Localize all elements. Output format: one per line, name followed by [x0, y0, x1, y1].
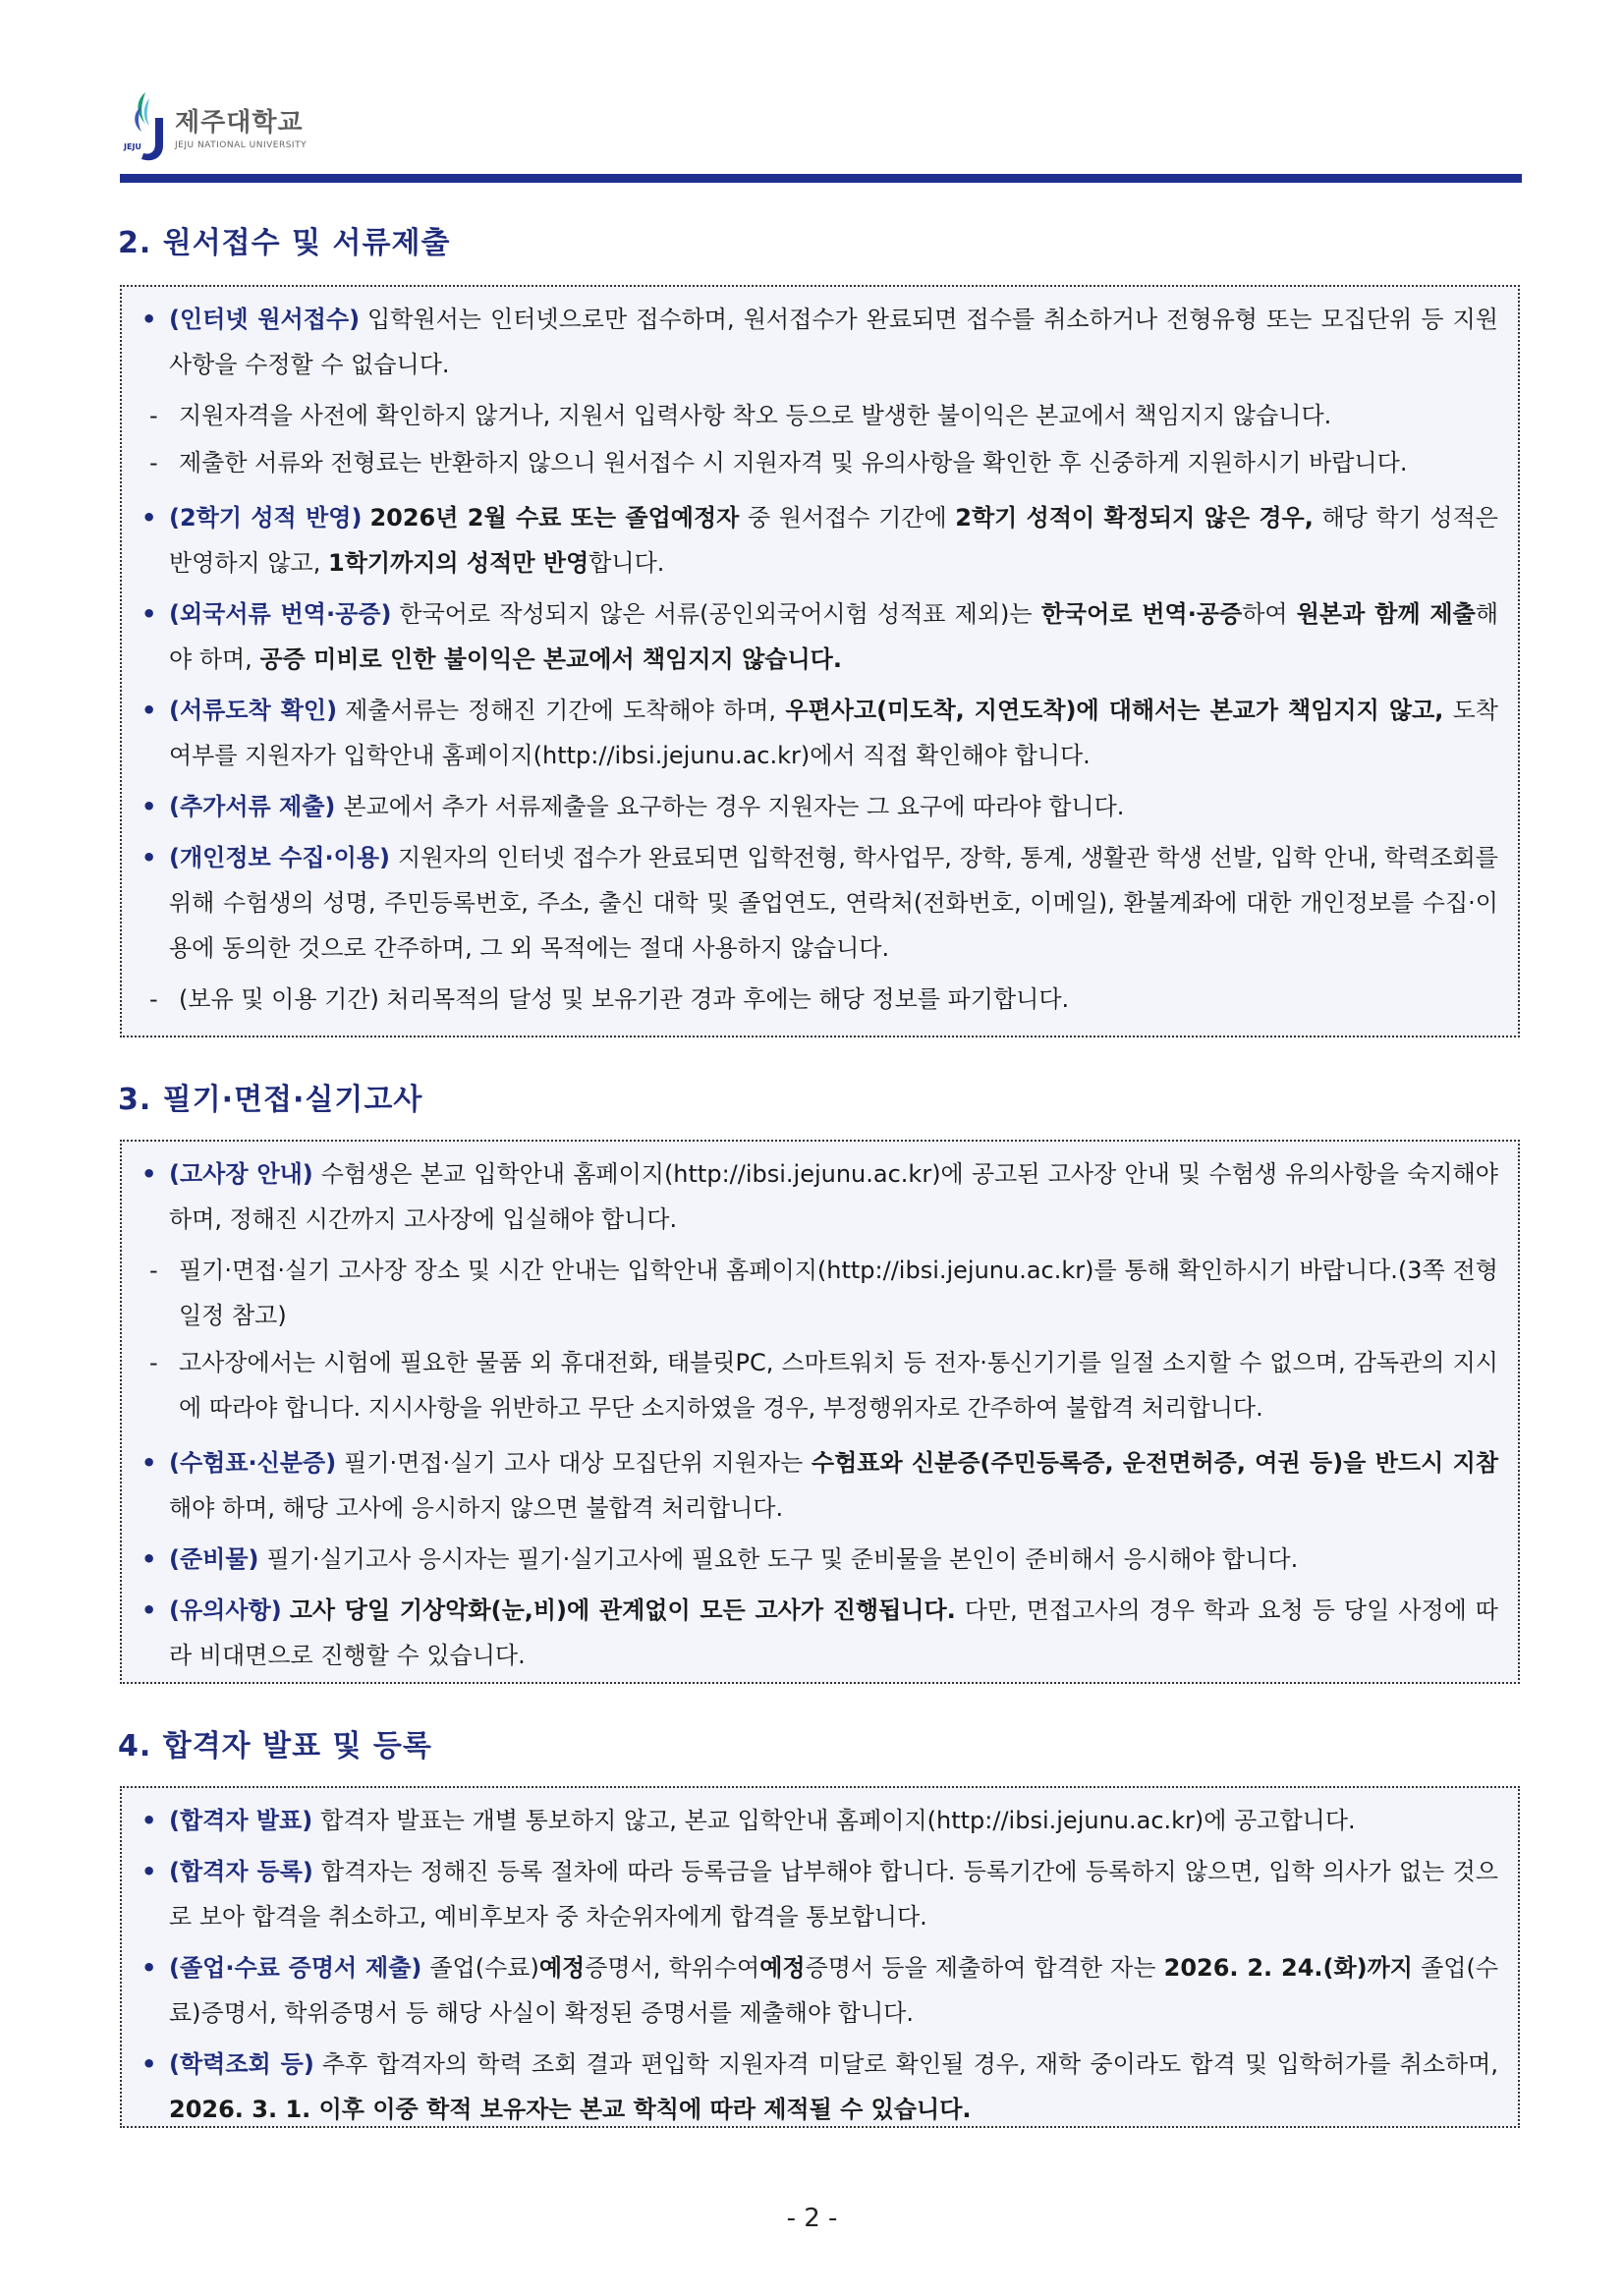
item-emphasis: 공증 미비로 인한 불이익은 본교에서 책임지지 않습니다. — [259, 645, 842, 673]
section-4-box — [120, 1786, 1520, 2128]
item-text: 제출서류는 정해진 기간에 도착해야 하며, — [345, 697, 786, 724]
item-text: 합격자는 정해진 등록 절차에 따라 등록금을 납부해야 합니다. 등록기간에 등록하지 않으면, 입학 의사가 없는 것으로 보아 합격을 취소하고, 예비후보자 중 차순위자에게 합격을 통보합니다. — [169, 1858, 1498, 1931]
section-2-title: 2. 원서접수 및 서류제출 — [118, 226, 451, 260]
item-emphasis: 고사 당일 기상악화(눈,비)에 관계없이 모든 고사가 진행됩니다. — [289, 1596, 956, 1624]
item-text: 필기·실기고사 응시자는 필기·실기고사에 필요한 도구 및 준비물을 본인이 준비해서 응시해야 합니다. — [266, 1545, 1299, 1573]
item-emphasis: 우편사고(미도착, 지연도착)에 대해서는 본교가 책임지지 않고, — [785, 697, 1444, 724]
bullet: • — [141, 1954, 157, 1982]
bullet: • — [141, 1545, 157, 1573]
item-text: 증명서 등을 제출하여 합격한 자는 — [805, 1954, 1164, 1982]
item-text: 필기·면접·실기 고사 대상 모집단위 지원자는 — [344, 1449, 812, 1477]
item-text: 합격자 발표는 개별 통보하지 않고, 본교 입학안내 홈페이지(http://ibsi.jejunu.ac.kr)에 공고합니다. — [320, 1807, 1356, 1834]
sub-item-text: (보유 및 이용 기간) 처리목적의 달성 및 보유기관 경과 후에는 해당 정보를 파기합니다. — [179, 985, 1070, 1013]
list-item — [138, 297, 1498, 387]
item-tag: (수험표·신분증) — [169, 1449, 337, 1477]
section-4-title: 4. 합격자 발표 및 등록 — [118, 1729, 432, 1764]
list-item — [138, 1537, 1498, 1582]
item-tag: (합격자 발표) — [169, 1807, 313, 1834]
list-item — [138, 591, 1498, 682]
item-tag: (인터넷 원서접수) — [169, 306, 361, 333]
bullet: • — [141, 793, 157, 820]
item-emphasis: 2026. 3. 1. 이후 이중 학적 보유자는 본교 학칙에 따라 제적될 수 있습니다. — [169, 2096, 972, 2123]
item-text: 한국어로 작성되지 않은 서류(공인외국어시험 성적표 제외)는 — [399, 600, 1041, 628]
section-3-box — [120, 1140, 1520, 1684]
bullet: • — [141, 1596, 157, 1624]
item-text: 중 원서접수 기간에 — [739, 504, 956, 532]
sub-item: - 지원자격을 사전에 확인하지 않거나, 지원서 입력사항 착오 등으로 발생한 불이익은 본교에서 책임지지 않습니다. — [149, 402, 1332, 429]
item-tag: (2학기 성적 반영) — [169, 504, 363, 532]
item-emphasis: 예정 — [759, 1954, 806, 1982]
university-name-english: JEJU NATIONAL UNIVERSITY — [175, 140, 308, 150]
bullet: • — [141, 504, 157, 532]
item-tag: (추가서류 제출) — [169, 793, 336, 820]
university-logo-icon — [116, 88, 177, 167]
item-text: 수험생은 본교 입학안내 홈페이지(http://ibsi.jejunu.ac.kr)에 공고된 고사장 안내 및 수험생 유의사항을 숙지해야 하며, 정해진 시간까지 고사장에 입실해야 합니다. — [169, 1160, 1498, 1233]
item-text: 입학원서는 인터넷으로만 접수하며, 원서접수가 완료되면 접수를 취소하거나 전형유형 또는 모집단위 등 지원사항을 수정할 수 없습니다. — [169, 306, 1498, 378]
header-rule — [120, 174, 1522, 183]
item-emphasis: 원본과 함께 제출 — [1296, 600, 1476, 628]
sub-item: - (보유 및 이용 기간) 처리목적의 달성 및 보유기관 경과 후에는 해당 정보를 파기합니다. — [149, 985, 1070, 1013]
item-text: 본교에서 추가 서류제출을 요구하는 경우 지원자는 그 요구에 따라야 합니다. — [343, 793, 1125, 820]
item-text: 도착 여부를 지원자가 입학안내 홈페이지(http://ibsi.jejunu.ac.kr)에서 직접 확인해야 합니다. — [169, 697, 1498, 769]
item-text: 해야 하며, — [169, 600, 1498, 673]
sub-item-text: 지원자격을 사전에 확인하지 않거나, 지원서 입력사항 착오 등으로 발생한 불이익은 본교에서 책임지지 않습니다. — [179, 402, 1332, 429]
bullet: • — [141, 1807, 157, 1834]
item-tag: (고사장 안내) — [169, 1160, 313, 1188]
item-text: 졸업(수료) — [429, 1954, 539, 1982]
bullet: • — [141, 600, 157, 628]
item-tag: (졸업·수료 증명서 제출) — [169, 1954, 422, 1982]
university-name — [175, 102, 307, 150]
sub-item-text: 고사장에서는 시험에 필요한 물품 외 휴대전화, 태블릿PC, 스마트워치 등 전자·통신기기를 일절 소지할 수 없으며, 감독관의 지시에 따라야 합니다. 지시사항을 위반하고 무단 소지하였을 경우, 부정행위자로 간주하여 불합격 처리합니다. — [179, 1349, 1498, 1422]
list-item — [138, 1151, 1498, 1242]
bullet: • — [141, 844, 157, 871]
list-item — [138, 1588, 1498, 1678]
item-tag: (유의사항) — [169, 1596, 282, 1624]
svg-text:JEJU: JEJU — [124, 142, 141, 151]
page-number: - 2 - — [786, 2204, 838, 2233]
sub-item-text: 제출한 서류와 전형료는 반환하지 않으니 원서접수 시 지원자격 및 유의사항을 확인한 후 신중하게 지원하시기 바랍니다. — [179, 449, 1408, 476]
sub-item: - 필기·면접·실기 고사장 장소 및 시간 안내는 입학안내 홈페이지(http://ibsi.jejunu.ac.kr)를 통해 확인하시기 바랍니다.(3쪽 전형 일정 참고) — [149, 1257, 1498, 1329]
item-emphasis: 수험표와 신분증(주민등록증, 운전면허증, 여권 등)을 반드시 지참 — [811, 1449, 1499, 1477]
item-tag: (외국서류 번역·공증) — [169, 600, 392, 628]
list-item — [138, 2042, 1498, 2132]
list-item — [138, 495, 1498, 586]
item-text: 해야 하며, 해당 고사에 응시하지 않으면 불합격 처리합니다. — [169, 1494, 784, 1522]
item-text: 하여 — [1242, 600, 1297, 628]
item-text: 지원자의 인터넷 접수가 완료되면 입학전형, 학사업무, 장학, 통계, 생활관 학생 선발, 입학 안내, 학력조회를 위해 수험생의 성명, 주민등록번호, 주소, 출신 대학 및 졸업연도, 연락처(전화번호, 이메일), 환불계좌에 대한 개인정보를 수집·이용에 동의한 것으로 간주하며, 그 외 목적에는 절대 사용하지 않습니다. — [169, 844, 1498, 962]
list-item — [138, 1849, 1498, 1939]
list-item — [138, 1440, 1498, 1531]
section-3-title: 3. 필기·면접·실기고사 — [118, 1083, 423, 1117]
bullet: • — [141, 697, 157, 724]
item-text: 다만, 면접고사의 경우 학과 요청 등 당일 사정에 따라 비대면으로 진행할 수 있습니다. — [169, 1596, 1498, 1669]
item-emphasis: 2026년 2월 수료 또는 졸업예정자 — [369, 504, 740, 532]
list-item — [138, 1945, 1498, 2036]
list-item — [138, 1798, 1498, 1843]
bullet: • — [141, 306, 157, 333]
bullet: • — [141, 1160, 157, 1188]
sub-item-text: 필기·면접·실기 고사장 장소 및 시간 안내는 입학안내 홈페이지(http://ibsi.jejunu.ac.kr)를 통해 확인하시기 바랍니다.(3쪽 전형 일정 참고) — [179, 1257, 1498, 1329]
sub-item: - 제출한 서류와 전형료는 반환하지 않으니 원서접수 시 지원자격 및 유의사항을 확인한 후 신중하게 지원하시기 바랍니다. — [149, 449, 1408, 476]
bullet: • — [141, 1858, 157, 1885]
item-tag: (서류도착 확인) — [169, 697, 338, 724]
item-tag: (준비물) — [169, 1545, 259, 1573]
item-emphasis: 1학기까지의 성적만 반영 — [328, 549, 589, 577]
item-emphasis: 한국어로 번역·공증 — [1040, 600, 1243, 628]
item-tag: (합격자 등록) — [169, 1858, 313, 1885]
bullet: • — [141, 2050, 157, 2078]
item-text: 추후 합격자의 학력 조회 결과 편입학 지원자격 미달로 확인될 경우, 재학 중이라도 합격 및 입학허가를 취소하며, — [321, 2050, 1498, 2078]
item-emphasis: 2학기 성적이 확정되지 않은 경우, — [955, 504, 1314, 532]
item-emphasis: 2026. 2. 24.(화)까지 — [1163, 1954, 1413, 1982]
item-text: 증명서, 학위수여 — [585, 1954, 760, 1982]
sub-item: - 고사장에서는 시험에 필요한 물품 외 휴대전화, 태블릿PC, 스마트워치 등 전자·통신기기를 일절 소지할 수 없으며, 감독관의 지시에 따라야 합니다. 지시사항을 위반하고 무단 소지하였을 경우, 부정행위자로 간주하여 불합격 처리합니다. — [149, 1349, 1498, 1422]
item-emphasis: 예정 — [538, 1954, 586, 1982]
bullet: • — [141, 1449, 157, 1477]
list-item — [138, 835, 1498, 971]
list-item — [138, 784, 1498, 829]
section-2-box — [120, 285, 1520, 1037]
university-name-korean: 제주대학교 — [175, 108, 304, 138]
item-tag: (학력조회 등) — [169, 2050, 314, 2078]
list-item — [138, 688, 1498, 778]
item-text: 졸업(수료)증명서, 학위증명서 등 해당 사실이 확정된 증명서를 제출해야 합니다. — [169, 1954, 1499, 2027]
item-text: 합니다. — [588, 549, 665, 577]
item-tag: (개인정보 수집·이용) — [169, 844, 390, 871]
item-text: 해당 학기 성적은 반영하지 않고, — [169, 504, 1498, 577]
